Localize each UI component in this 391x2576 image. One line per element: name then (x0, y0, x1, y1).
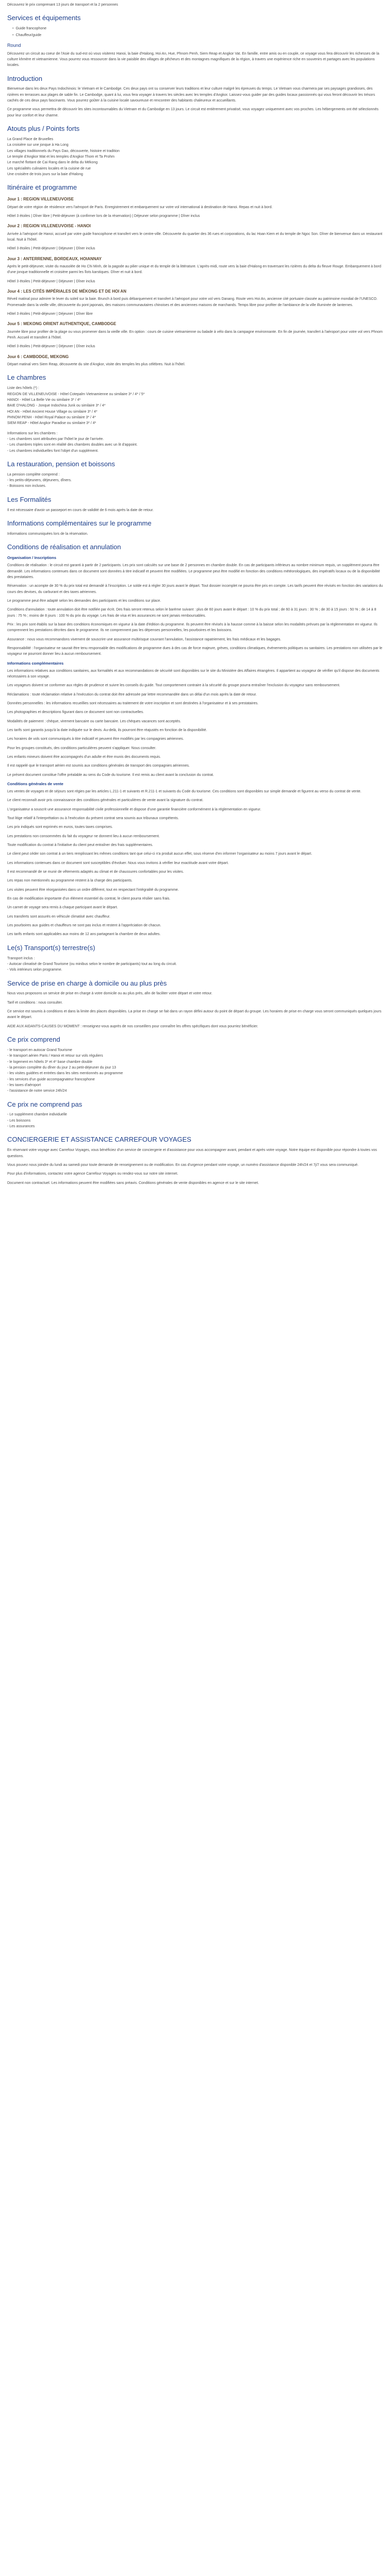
day-heading: Jour 4 : LES CITÉS IMPÉRIALES DE MÉKONG ET DE HOI AN (7, 289, 126, 294)
transport-line: - Autocar climatisé de Grand Tourisme (ou minibus selon le nombre de participants) tout au long du circuit. (7, 962, 177, 966)
services-title: Services et équipements (7, 14, 81, 22)
introduction-p2: Ce programme vous permettra de découvrir les sites incontournables du Vietnam et du Cambodge en 13 jours. Le circuit est entièrement privatisé, vous voyagez uniquement avec vos proches. Les hébergements ont été sélectionnés pour leur confort et leur charme. (7, 108, 379, 117)
day-note: Hôtel 3 étoiles | Petit-déjeuner | Déjeuner | Dîner inclus (7, 247, 95, 251)
prix-item: - les visites guidées et entrées dans les sites mentionnés au programme (7, 1072, 123, 1076)
chambres-line: SIEM REAP - Hôtel Angkor Paradise ou similaire 3* / 4* (7, 421, 96, 426)
conditions-subheading: Organisation / Inscriptions (7, 555, 57, 561)
prix-item: - le logement en hôtels 3* et 4* base chambre double (7, 1060, 92, 1064)
conditions-subheading: Conditions générales de vente (7, 781, 63, 786)
conditions-paragraph: Toute modification du contrat à l'initiative du client peut entraîner des frais supplémentaires. (7, 843, 153, 848)
conditions-paragraph: Les prix indiqués sont exprimés en euros, toutes taxes comprises. (7, 825, 113, 829)
day-text: Journée libre pour profiter de la plage ou vous promener dans la vieille ville. En option : cours de cuisine vietnamienne ou balade à vélo dans la campagne environnante. En fin de journée, transfert à l'aéroport pour votre vol vers Phnom Penh. Accueil et transfert à l'hôtel. (7, 330, 383, 340)
day-note: Hôtel 3 étoiles | Petit-déjeuner | Déjeuner | Dîner libre (7, 312, 93, 316)
apropos-item: La croisière sur une jonque à Ha Long (7, 143, 69, 147)
conditions-paragraph: Les informations relatives aux conditions sanitaires, aux formalités et aux recommandations de sécurité sont disponibles sur le site du Ministère des Affaires étrangères. Il appartient au voyageur de vérifier qu'il dispose des documents nécessaires à son voyage. (7, 669, 380, 679)
day-heading: Jour 5 : MEKONG ORIENT AUTHENTIQUE, CAMBODGE (7, 321, 117, 327)
chambres-info: Informations sur les chambres : (7, 431, 58, 435)
conditions-paragraph: Les enfants mineurs doivent être accompagnés d'un adulte et être munis des documents requis. (7, 755, 161, 759)
conditions-paragraph: Le présent document constitue l'offre préalable au sens du Code du tourisme. Il est remis au client avant la conclusion du contrat. (7, 773, 214, 777)
chambres-bullet: - Les chambres triples sont en réalité des chambres doubles avec un lit d'appoint. (7, 443, 138, 447)
conditions-paragraph: Les prestations non consommées du fait du voyageur ne donnent lieu à aucun remboursement. (7, 834, 160, 838)
conditions-paragraph: Les tarifs enfants sont applicables aux moins de 12 ans partageant la chambre de deux adultes. (7, 933, 161, 937)
domicile-paragraph: Nous vous proposons un service de prise en charge à votre domicile ou au plus près, afin de faciliter votre départ et votre retour. (7, 992, 213, 996)
round-heading: Round (7, 42, 21, 48)
domicile-title: Service de prise en charge à domicile ou au plus près (7, 979, 167, 987)
info-comp-text: Informations communiquées lors de la réservation. (7, 532, 88, 536)
day-heading: Jour 1 : REGION VILLENEUVOISE (7, 197, 74, 202)
conditions-paragraph: Le programme peut être adapté selon les demandes des participants et les conditions sur place. (7, 599, 161, 603)
chambres-line: REGION DE VILLENEUVOISE - Hôtel Cotepalm Vietnamienne ou similaire 3* / 4* / 5* (7, 392, 145, 396)
chambres-line: HOI AN - Hôtel Ancient House Village ou similaire 3* / 4* (7, 410, 97, 414)
apropos-item: Une croisière de trois jours sur la baie d'Halong (7, 172, 83, 176)
chambres-line: HANOI - Hôtel La Belle Vie ou similaire 3* / 4* (7, 398, 81, 402)
domicile-paragraph: Ce service est soumis à conditions et dans la limite des places disponibles. La prise en charge se fait dans un rayon défini autour du point de départ du groupe. Les horaires de prise en charge vous seront communiqués quelques jours avant le départ. (7, 1010, 382, 1020)
intro-line: Découvrez le prix comprenant 13 jours de transport et la 2 personnes (7, 3, 118, 7)
conditions-paragraph: Assurance : nous vous recommandons vivement de souscrire une assurance multirisque couvrant l'annulation, l'assistance rapatriement, les frais médicaux et les bagages. (7, 637, 282, 641)
day-text: Arrivée à l'aéroport de Hanoi, accueil par votre guide francophone et transfert vers le centre-ville. Découverte du quartier des 36 rues et corporations, du lac Hoan Kiem et du temple de Ngoc Son. Dîner de bienvenue dans un restaurant local. Nuit à l'hôtel. (7, 232, 383, 242)
day-heading: Jour 2 : REGION VILLENEUVOISE - HANOI (7, 224, 91, 229)
conditions-paragraph: Prix : les prix sont établis sur la base des conditions économiques en vigueur à la date d'édition du programme. Ils peuvent être révisés à la hausse comme à la baisse selon les modalités prévues par la réglementation en vigueur. Ils comprennent les prestations décrites dans le programme. Ils ne comprennent pas les dépenses personnelles, les pourboires et les boissons. (7, 622, 378, 633)
services-list (7, 26, 384, 38)
concierge-paragraph: Pour plus d'informations, contactez votre agence Carrefour Voyages ou rendez-vous sur notre site internet. (7, 1172, 178, 1176)
transport-title: Le(s) Transport(s) terrestre(s) (7, 943, 95, 952)
round-text: Découvrez un circuit au coeur de l'Asie du sud-est où vous visiterez Hanoi, la baie d'Halong, Hoi An, Hue, Phnom Penh, Siem Reap et Angkor Vat. En famille, entre amis ou en couple, ce voyage vous fera découvrir les richesses de la culture khmère et vietnamienne. Vous pourrez vous ressourcer dans la vie paisible des villages de pêcheurs et des montagnes magnifiques de la région, à travers une expérience riche en souvenirs et partages avec les populations locales. (7, 52, 380, 67)
bullet-icon: • (12, 33, 14, 37)
transport-line: Transport inclus : (7, 956, 35, 960)
formalites-text: Il est nécessaire d'avoir un passeport en cours de validité de 6 mois après la date de retour. (7, 508, 154, 512)
restauration-title: La restauration, pension et boissons (7, 460, 115, 468)
nonprix-title: Ce prix ne comprend pas (7, 1100, 83, 1108)
conditions-paragraph: Les horaires de vols sont communiqués à titre indicatif et peuvent être modifiés par les compagnies aériennes. (7, 737, 184, 741)
day-note: Hôtel 3 étoiles | Petit-déjeuner | Déjeuner | Dîner inclus (7, 345, 95, 349)
restauration-line: - Boissons non incluses. (7, 484, 46, 488)
concierge-paragraph: En réservant votre voyage avec Carrefour Voyages, vous bénéficiez d'un service de conciergerie et d'assistance pour vous accompagner avant, pendant et après votre voyage. Notre équipe est disponible pour répondre à toutes vos questions. (7, 1148, 377, 1158)
chambres-intro: Liste des hôtels (*) : (7, 386, 39, 391)
day-note: Hôtel 3 étoiles | Dîner libre | Petit-déjeuner (à confirmer lors de la réservation) | Déjeuner selon programme | Dîner inclus (7, 214, 200, 218)
day-text: Après le petit-déjeuner, visite du mausolée de Ho Chi Minh, de la pagode au pilier unique et du temple de la littérature. L'après-midi, route vers la baie d'Halong en traversant les rizières du delta du fleuve Rouge. Embarquement à bord d'une jonque traditionnelle et croisière parmi les îlots karstiques. Dîner et nuit à bord. (7, 264, 381, 275)
apropos-item: Les spécialités culinaires locales et la cuisine de rue (7, 166, 91, 171)
chambres-title: Le chambres (7, 374, 46, 382)
apropos-item: Les villages traditionnels du Pays Dao, découverte, histoire et tradition (7, 149, 120, 153)
info-comp-title: Informations complémentaires sur le programme (7, 519, 152, 528)
chambres-line: PHNOM PENH - Hôtel Royal Palace ou similaire 3* / 4* (7, 415, 96, 419)
formalites-title: Les Formalités (7, 495, 52, 503)
conditions-paragraph: Les transferts sont assurés en véhicule climatisé avec chauffeur. (7, 914, 110, 919)
conditions-paragraph: Le client reconnaît avoir pris connaissance des conditions générales et particulières de vente avant la signature du contrat. (7, 799, 204, 803)
conditions-paragraph: Réservation : un acompte de 30 % du prix total est demandé à l'inscription. Le solde est à régler 30 jours avant le départ. Tout dossier incomplet ne pourra être pris en compte. Les tarifs peuvent être révisés en fonction des variations du cours des devises, du carburant et des taxes aériennes. (7, 584, 383, 594)
conditions-paragraph: Les informations contenues dans ce document sont susceptibles d'évoluer. Nous vous invitons à vérifier leur exactitude avant votre départ. (7, 861, 229, 865)
conditions-paragraph: Les repas non mentionnés au programme restent à la charge des participants. (7, 879, 133, 883)
conditions-subheading: Informations complémentaires (7, 660, 64, 666)
concierge-title: CONCIERGERIE ET ASSISTANCE CARREFOUR VOYAGES (7, 1136, 191, 1144)
conditions-paragraph: Les tarifs sont garantis jusqu'à la date indiquée sur le devis. Au-delà, ils pourront être réajustés en fonction de la disponibilité. (7, 728, 207, 732)
conditions-paragraph: Les visites peuvent être réorganisées dans un ordre différent, tout en respectant l'intégralité du programme. (7, 888, 179, 892)
conditions-paragraph: Données personnelles : les informations recueillies sont nécessaires au traitement de votre inscription et sont destinées à l'organisateur et à ses prestataires. (7, 701, 258, 705)
conditions-paragraph: L'organisateur a souscrit une assurance responsabilité civile professionnelle et dispose d'une garantie financière conformément à la réglementation en vigueur. (7, 807, 262, 811)
introduction-p1: Bienvenue dans les deux Pays Indochinois: le Vietnam et le Cambodge. Ces deux pays ont su conserver leurs traditions et leur culture malgré les épreuves du temps. Le Vietnam vous charmera par ses paysages grandioses, des rizières en terrasses aux plages de sable fin. Le Cambodge, quant à lui, vous fera voyager à travers les siècles avec les temples d'Angkor. Laissez-vous guider par des guides locaux passionnés qui vous feront découvrir les trésors cachés de ces deux pays fascinants. Vous pourrez goûter à la cuisine locale savoureuse et rencontrer des habitants chaleureux et accueillants. (7, 87, 375, 103)
conditions-paragraph: Les voyageurs doivent se conformer aux règles de prudence et suivre les conseils du guide. Tout comportement contraire à la sécurité du groupe pourra entraîner l'exclusion du voyageur sans remboursement. (7, 684, 340, 688)
restauration-line: La pension complète comprend : (7, 472, 60, 477)
conditions-paragraph: Pour les groupes constitués, des conditions particulières peuvent s'appliquer. Nous consulter. (7, 746, 156, 750)
conditions-paragraph: Les photographies et descriptions figurant dans ce document sont non contractuelles. (7, 710, 144, 715)
conditions-paragraph: Un carnet de voyage sera remis à chaque participant avant le départ. (7, 906, 118, 910)
conditions-paragraph: Les pourboires aux guides et chauffeurs ne sont pas inclus et restent à l'appréciation de chacun. (7, 924, 161, 927)
service-item (7, 32, 384, 38)
footer-note: Document non contractuel. Les informations peuvent être modifiées sans préavis. Conditions générales de vente disponibles en agence et sur le site internet. (7, 1181, 259, 1185)
prix-item: - les services d'un guide accompagnateur francophone (7, 1077, 95, 1081)
itinerary-title: Itinéraire et programme (7, 183, 77, 192)
conditions-paragraph: En cas de modification importante d'un élément essentiel du contrat, le client pourra résilier sans frais. (7, 897, 171, 901)
conditions-paragraph: Modalités de paiement : chèque, virement bancaire ou carte bancaire. Les chèques vacances sont acceptés. (7, 719, 181, 723)
nonprix-item: - Les boissons (7, 1118, 31, 1123)
service-item-label: Guide francophone (15, 27, 46, 31)
prix-item: - le transport en autocar Grand Tourisme (7, 1048, 72, 1052)
conditions-paragraph: Réclamations : toute réclamation relative à l'exécution du contrat doit être adressée par lettre recommandée dans un délai d'un mois après la date de retour. (7, 692, 257, 697)
day-text: Départ de votre région de résidence vers l'aéroport de Paris. Enregistrement et embarquement sur votre vol international à destination de Hanoi. Repas et nuit à bord. (7, 205, 273, 209)
restauration-line: - les petits-déjeuners, déjeuners, dîners. (7, 479, 72, 483)
day-text: Départ matinal vers Siem Reap, découverte du site d'Angkor, visite des temples les plus célèbres. Nuit à l'hôtel. (7, 363, 186, 367)
day-heading: Jour 3 : ANTERRENNE, BORDEAUX, HOIANNAY (7, 256, 102, 261)
service-item (7, 26, 384, 31)
conditions-title: Conditions de réalisation et annulation (7, 543, 121, 551)
conditions-paragraph: Le client peut céder son contrat à un tiers remplissant les mêmes conditions tant que celui-ci n'a produit aucun effet, sous réserve d'en informer l'organisateur au moins 7 jours avant le départ. (7, 852, 313, 856)
apropos-item: La Grand Place de Bruxelles (7, 137, 54, 141)
conditions-paragraph: Les ventes de voyages et de séjours sont régies par les articles L.211-1 et suivants et R.211-1 et suivants du Code du tourisme. Ces conditions sont disponibles sur simple demande et figurent au verso du contrat de vente. (7, 790, 362, 794)
domicile-paragraph: Tarif et conditions : nous consulter. (7, 1001, 63, 1005)
introduction-title: Introduction (7, 74, 42, 82)
conditions-paragraph: Conditions d'annulation : toute annulation doit être notifiée par écrit. Des frais seront retenus selon le barème suivant : plus de 60 jours avant le départ : 10 % du prix total ; de 60 à 31 jours : 30 % ; de 30 à 15 jours : 50 % ; de 14 à 8 jours : 75 % ; moins de 8 jours : 100 % du prix du voyage. Les frais de visa et les assurances ne sont jamais remboursables. (7, 608, 377, 618)
chambres-bullet: - Les chambres sont attribuées par l'hôtel le jour de l'arrivée. (7, 437, 104, 441)
day-note: Hôtel 3 étoiles | Petit-déjeuner | Déjeuner | Dîner inclus (7, 279, 95, 283)
bullet-icon: • (12, 27, 14, 31)
conditions-paragraph: Il est recommandé de se munir de vêtements adaptés au climat et de chaussures confortables pour les visites. (7, 870, 184, 874)
apropos-title: Atouts plus / Points forts (7, 125, 80, 133)
day-heading: Jour 6 : CAMBODGE, MEKONG (7, 354, 69, 359)
conditions-paragraph: Conditions de réalisation : le circuit est garanti à partir de 2 participants. Les prix sont calculés sur une base de 2 personnes en chambre double. En cas de participants inférieurs au nombre minimum requis, un supplément pourra être demandé. Les informations contenues dans ce document sont données à titre indicatif et peuvent être modifiées. Le programme peut être modifié en fonction des conditions météorologiques, des impératifs locaux ou de la disponibilité des prestataires. (7, 564, 380, 579)
prix-item: - les taxes d'aéroport (7, 1083, 41, 1087)
apropos-item: Le temple d'Angkor Wat et les temples d'Angkor Thom et Ta Prohm (7, 155, 115, 159)
service-item-label: Chauffeur/guide (15, 33, 42, 37)
prix-item: - le transport aérien Paris / Hanoi et retour sur vols réguliers (7, 1054, 103, 1058)
nonprix-item: - Le supplément chambre individuelle (7, 1113, 67, 1117)
chambres-bullet: - Les chambres individuelles font l'objet d'un supplément. (7, 449, 99, 453)
apropos-item: Le marché flottant de Cai Rang dans le delta du Mékong (7, 161, 98, 165)
day-text: Réveil matinal pour admirer le lever du soleil sur la baie. Brunch à bord puis débarquement et transfert à l'aéroport pour votre vol vers Danang. Route vers Hoi An, ancienne cité portuaire classée au patrimoine mondial de l'UNESCO. Promenade dans la vieille ville, découverte du pont japonais, des maisons communautaires chinoises et des anciennes maisons de marchands. Temps libre pour profiter de l'ambiance de la ville illuminée de lanternes. (7, 297, 378, 307)
concierge-paragraph: Vous pouvez nous joindre du lundi au samedi pour toute demande de renseignement ou de modification. En cas d'urgence pendant votre voyage, un numéro d'assistance disponible 24h/24 et 7j/7 vous sera communiqué. (7, 1163, 359, 1167)
domicile-paragraph: AIDE AUX AIDANTS-CAUSES DU MOMENT : renseignez-vous auprès de nos conseillers pour connaître les offres spécifiques dont vous pourriez bénéficier. (7, 1024, 258, 1028)
prix-item: - l'assistance de notre service 24h/24 (7, 1089, 67, 1093)
conditions-paragraph: Responsabilité : l'organisateur ne saurait être tenu responsable des modifications de programme dues à des cas de force majeure, grèves, conditions climatiques, événements politiques ou sanitaires. Les prestations non utilisées par le voyageur ne pourront donner lieu à aucun remboursement. (7, 646, 383, 656)
transport-line: - Vols intérieurs selon programme. (7, 968, 62, 972)
nonprix-item: - Les assurances (7, 1125, 35, 1129)
apropos-list (7, 137, 384, 177)
prix-title: Ce prix comprend (7, 1036, 60, 1044)
conditions-paragraph: Tout litige relatif à l'interprétation ou à l'exécution du présent contrat sera soumis aux tribunaux compétents. (7, 817, 179, 821)
prix-item: - la pension complète du dîner du jour 2 au petit-déjeuner du jour 13 (7, 1065, 116, 1070)
page (0, 0, 391, 1194)
chambres-line: BAIE D'HALONG - Jonque Indochina Junk ou similaire 3* / 4* (7, 404, 106, 408)
conditions-paragraph: Il est rappelé que le transport aérien est soumis aux conditions générales de transport des compagnies aériennes. (7, 764, 190, 768)
